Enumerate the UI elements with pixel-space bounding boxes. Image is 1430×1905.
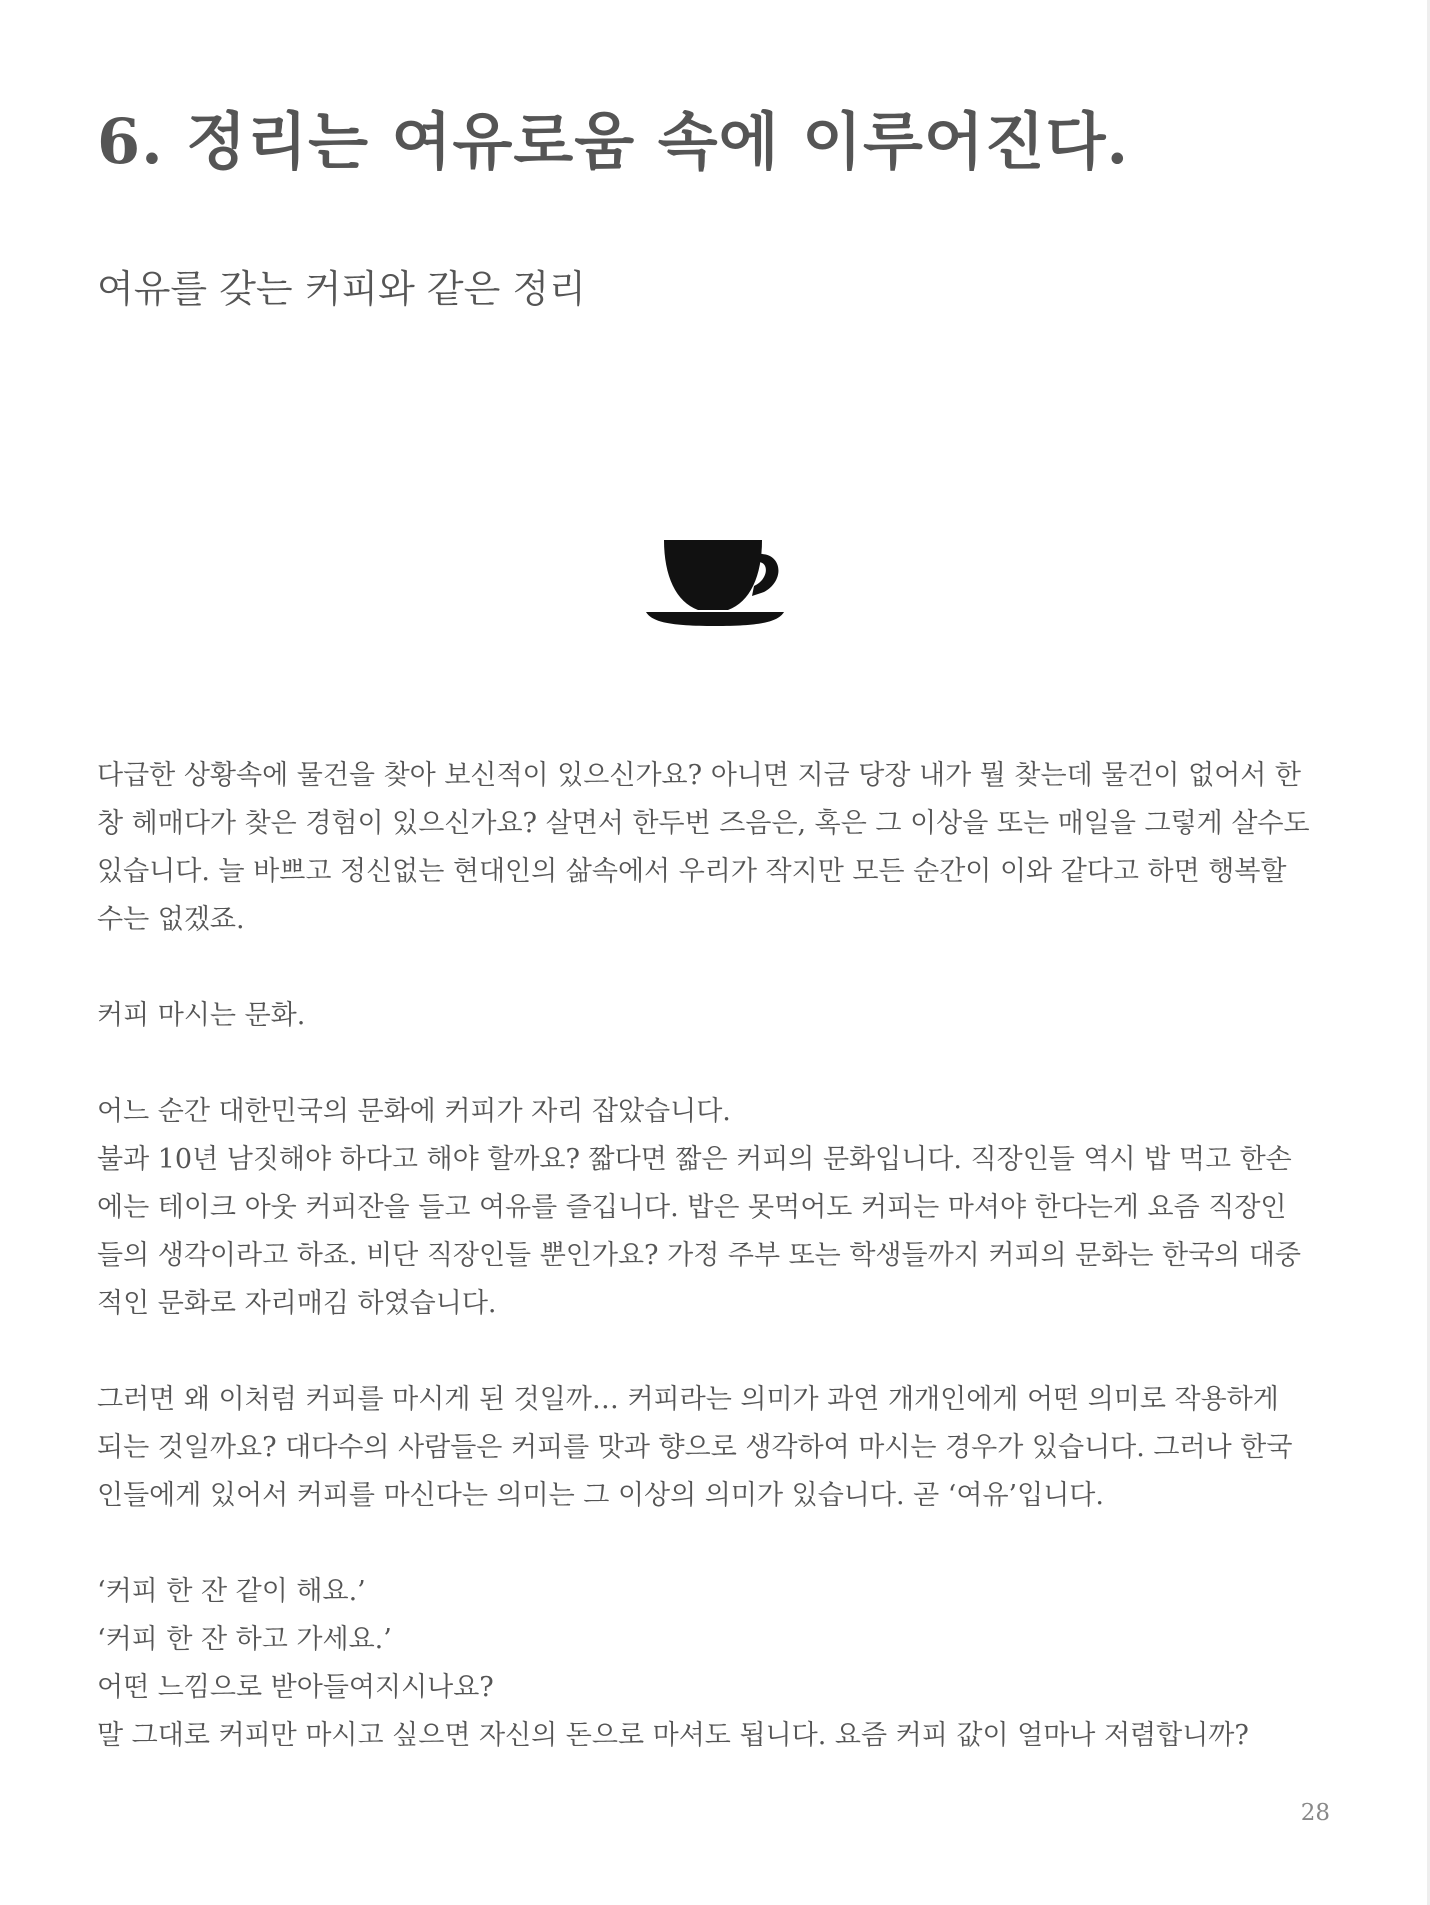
- cup-body: [664, 540, 762, 610]
- text-line: 불과 10년 남짓해야 하다고 해야 할까요? 짧다면 짧은 커피의 문화입니다. 직장인들 역시 밥 먹고 한손: [97, 1144, 1292, 1175]
- text-line: 그러면 왜 이처럼 커피를 마시게 된 것일까… 커피라는 의미가 과연 개개인에게 어떤 의미로 작용하게: [97, 1384, 1279, 1415]
- paragraph-4: [97, 1376, 1337, 1520]
- text-line: 인들에게 있어서 커피를 마신다는 의미는 그 이상의 의미가 있습니다. 곧 ‘여유’입니다.: [97, 1480, 1104, 1511]
- text-line: 되는 것일까요? 대다수의 사람들은 커피를 맛과 향으로 생각하여 마시는 경우가 있습니다. 그러나 한국: [97, 1432, 1293, 1463]
- text-line: 어떤 느낌으로 받아들여지시나요?: [97, 1672, 494, 1703]
- text-line: 창 헤매다가 찾은 경험이 있으신가요? 살면서 한두번 즈음은, 혹은 그 이상을 또는 매일을 그렇게 살수도: [97, 808, 1310, 839]
- paragraph-3: [97, 1088, 1337, 1328]
- saucer: [646, 612, 784, 626]
- page-number: 28: [1300, 1800, 1330, 1826]
- text-line: 들의 생각이라고 하죠. 비단 직장인들 뿐인가요? 가정 주부 또는 학생들까지 커피의 문화는 한국의 대중: [97, 1240, 1301, 1271]
- paragraph-1: [97, 752, 1337, 944]
- text-line: ‘커피 한 잔 하고 가세요.’: [97, 1624, 392, 1655]
- text-line: 말 그대로 커피만 마시고 싶으면 자신의 돈으로 마셔도 됩니다. 요즘 커피 값이 얼마나 저렴합니까?: [97, 1720, 1249, 1751]
- text-line: 수는 없겠죠.: [97, 904, 245, 935]
- text-line: 커피 마시는 문화.: [97, 1000, 306, 1031]
- text-line: 어느 순간 대한민국의 문화에 커피가 자리 잡았습니다.: [97, 1096, 731, 1127]
- paragraph-5: [97, 1568, 1337, 1760]
- paragraph-2: [97, 992, 1337, 1040]
- text-line: 다급한 상황속에 물건을 찾아 보신적이 있으신가요? 아니면 지금 당장 내가 뭘 찾는데 물건이 없어서 한: [97, 760, 1301, 791]
- chapter-title: 6. 정리는 여유로움 속에 이루어진다.: [97, 105, 1130, 178]
- text-line: 있습니다. 늘 바쁘고 정신없는 현대인의 삶속에서 우리가 작지만 모든 순간이 이와 같다고 하면 행복할: [97, 856, 1287, 887]
- coffee-cup-icon: [640, 530, 790, 630]
- text-line: 에는 테이크 아웃 커피잔을 들고 여유를 즐깁니다. 밥은 못먹어도 커피는 마셔야 한다는게 요즘 직장인: [97, 1192, 1287, 1223]
- body-text: [97, 752, 1337, 1760]
- chapter-subtitle: 여유를 갖는 커피와 같은 정리: [97, 267, 586, 311]
- text-line: ‘커피 한 잔 같이 해요.’: [97, 1576, 366, 1607]
- text-line: 적인 문화로 자리매김 하였습니다.: [97, 1288, 497, 1319]
